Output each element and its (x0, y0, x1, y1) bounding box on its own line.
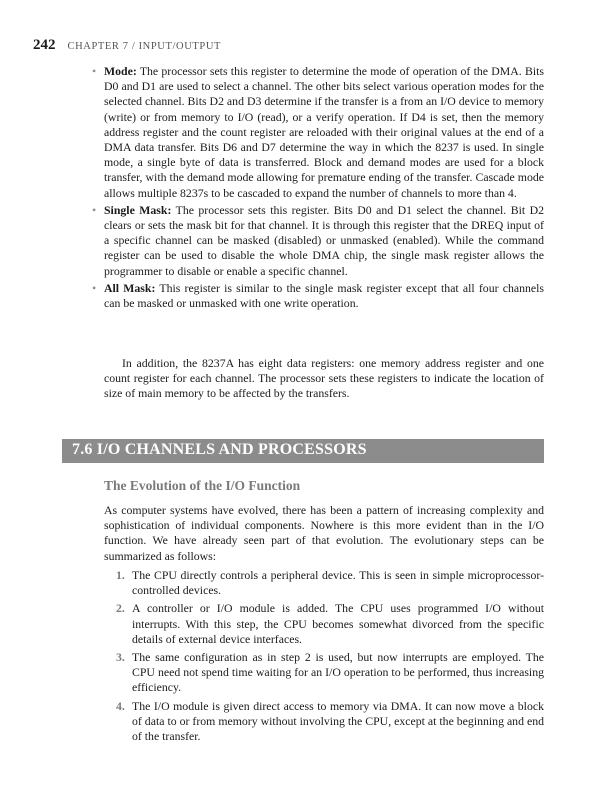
step-number: 1. (116, 568, 125, 582)
paragraph-dma-registers: In addition, the 8237A has eight data registers: one memory address register and one count register for each channel. The processor sets these registers to indicate the location of size of main memory to be affected by the transfers. (104, 356, 544, 401)
register-bullet-list (92, 64, 544, 313)
bullet-text: The processor sets this register. Bits D0 and D1 select the channel. Bit D2 clears or sets the mask bit for that channel. It is through this register that the DREQ input of a specific channel can be masked (disabled) or unmasked (enabled). While the command register can be used to disable the whole DMA chip, the single mask register allows the programmer to disable or enable a specific channel. (104, 202, 544, 278)
bullet-dot-icon: • (92, 64, 97, 78)
paragraph-evolution: As computer systems have evolved, there has been a pattern of increasing complexity and sophistication of individual components. Nowhere is this more evident than in the I/O function. We have already seen part of that evolution. The evolutionary steps can be summarized as follows: (104, 503, 544, 563)
step-text: The CPU directly controls a peripheral device. This is seen in simple microprocessor-controlled devices. (132, 568, 544, 598)
bullet-text: This register is similar to the single mask register except that all four channels can be masked or unmasked with one write operation. (104, 280, 544, 311)
step-item (116, 650, 544, 696)
bullet-item-single-mask (92, 202, 544, 279)
section-heading-bar (62, 439, 544, 463)
step-item (116, 568, 544, 598)
bullet-term: Mode: (104, 64, 137, 78)
chapter-label: CHAPTER 7 / INPUT/OUTPUT (67, 41, 222, 52)
bullet-dot-icon: • (92, 202, 97, 217)
bullet-term: Single Mask: (104, 202, 172, 217)
step-text: The I/O module is given direct access to memory via DMA. It can now move a block of data to or from memory without involving the CPU, except at the beginning and end of the transfer. (132, 698, 544, 744)
bullet-item-mode (92, 64, 544, 201)
bullet-term: All Mask: (104, 280, 156, 295)
step-text: The same configuration as in step 2 is used, but now interrupts are employed. The CPU need not spend time waiting for an I/O operation to be performed, thus increasing efficiency. (132, 650, 544, 695)
section-title: 7.6 I/O CHANNELS AND PROCESSORS (72, 441, 367, 458)
step-item (116, 698, 544, 745)
bullet-text: The processor sets this register to determine the mode of operation of the DMA. Bits D0 and D1 are used to select a channel. The other bits select various operation modes for the selected channel. Bits D2 and D3 determine if the transfer is a from an I/O device to memory (write) or from memory to I/O (read), or a verify operation. If D4 is set, then the memory address register and the count register are reloaded with their original values at the end of a DMA data transfer. Bits D6 and D7 determine the way in which the 8237 is used. In single mode, a single byte of data is transferred. Block and demand modes are used for a block transfer, with the demand mode allowing for premature ending of the transfer. Cascade mode allows multiple 8237s to be cascaded to expand the number of channels to more than 4. (104, 64, 544, 200)
evolution-steps-list (116, 568, 544, 747)
step-number: 4. (116, 698, 125, 713)
step-text: A controller or I/O module is added. The CPU uses programmed I/O without interrupts. With this step, the CPU becomes somewhat divorced from the specific details of external device interfaces. (132, 601, 544, 646)
step-item (116, 601, 544, 647)
step-number: 3. (116, 650, 125, 665)
bullet-dot-icon: • (92, 280, 97, 295)
bullet-item-all-mask (92, 280, 544, 311)
subsection-title: The Evolution of the I/O Function (104, 478, 301, 493)
page-number: 242 (33, 37, 56, 53)
running-head (33, 36, 221, 56)
step-number: 2. (116, 601, 125, 616)
